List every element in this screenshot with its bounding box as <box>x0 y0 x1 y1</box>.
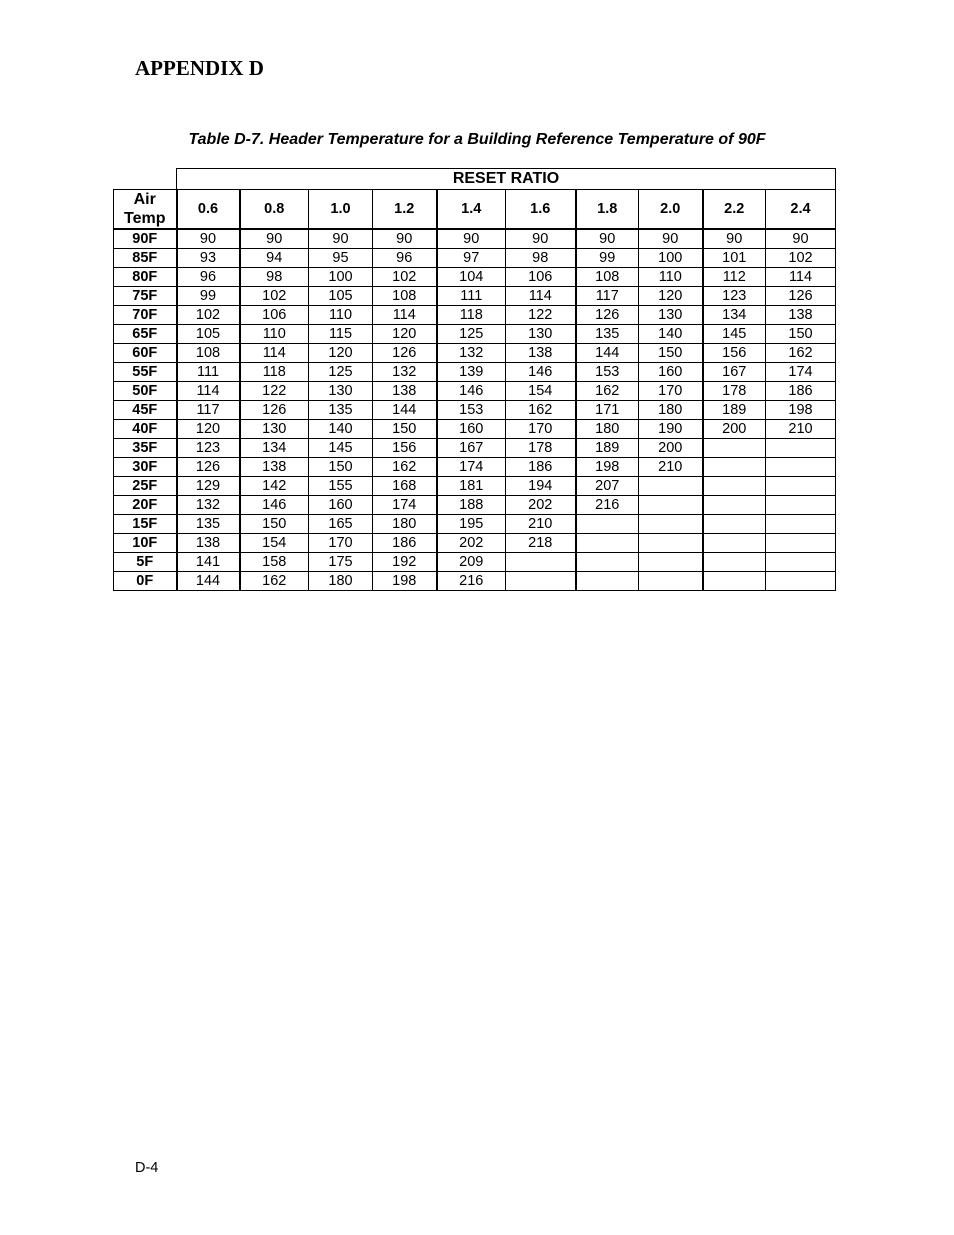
table-cell: 198 <box>576 458 639 477</box>
table-row <box>114 515 836 534</box>
table-cell: 126 <box>766 287 836 306</box>
table-cell: 120 <box>373 325 437 344</box>
table-cell: 95 <box>309 249 373 268</box>
column-header-row <box>114 190 836 230</box>
table-row <box>114 439 836 458</box>
table-cell <box>703 477 766 496</box>
ratio-header-0-6: 0.6 <box>177 190 240 230</box>
table-cell: 123 <box>703 287 766 306</box>
table-row <box>114 268 836 287</box>
table-cell: 108 <box>177 344 240 363</box>
table-cell: 100 <box>639 249 703 268</box>
table-cell: 189 <box>576 439 639 458</box>
table-cell: 180 <box>309 572 373 591</box>
table-cell: 102 <box>766 249 836 268</box>
table-cell: 114 <box>506 287 576 306</box>
table-cell: 153 <box>576 363 639 382</box>
table-cell <box>576 553 639 572</box>
table-cell <box>703 572 766 591</box>
table-cell <box>766 534 836 553</box>
table-row <box>114 534 836 553</box>
table-cell: 156 <box>373 439 437 458</box>
table-cell: 100 <box>309 268 373 287</box>
table-cell <box>766 458 836 477</box>
table-cell: 138 <box>766 306 836 325</box>
table-cell: 96 <box>177 268 240 287</box>
table-cell: 90 <box>309 229 373 249</box>
table-cell <box>639 534 703 553</box>
table-cell: 138 <box>506 344 576 363</box>
table-cell: 144 <box>177 572 240 591</box>
table-cell: 162 <box>373 458 437 477</box>
ratio-header-0-8: 0.8 <box>240 190 309 230</box>
ratio-header-1-2: 1.2 <box>373 190 437 230</box>
ratio-header-1-0: 1.0 <box>309 190 373 230</box>
table-cell: 108 <box>373 287 437 306</box>
table-cell: 138 <box>240 458 309 477</box>
table-cell: 101 <box>703 249 766 268</box>
ratio-header-2-0: 2.0 <box>639 190 703 230</box>
table-cell: 90 <box>240 229 309 249</box>
table-cell: 132 <box>373 363 437 382</box>
table-cell: 174 <box>766 363 836 382</box>
table-row <box>114 306 836 325</box>
table-cell: 106 <box>240 306 309 325</box>
table-cell: 202 <box>437 534 506 553</box>
table-cell <box>703 458 766 477</box>
table-cell <box>576 534 639 553</box>
table-row <box>114 344 836 363</box>
table-cell <box>506 553 576 572</box>
table-cell: 126 <box>373 344 437 363</box>
table-cell: 140 <box>309 420 373 439</box>
table-cell: 167 <box>703 363 766 382</box>
table-cell: 142 <box>240 477 309 496</box>
table-caption: Table D-7. Header Temperature for a Building Reference Temperature of 90F <box>188 131 766 148</box>
table-cell: 99 <box>576 249 639 268</box>
table-cell: 186 <box>506 458 576 477</box>
table-cell: 120 <box>639 287 703 306</box>
table-cell <box>639 496 703 515</box>
row-label: 5F <box>114 553 177 572</box>
table-cell <box>639 515 703 534</box>
table-cell: 102 <box>373 268 437 287</box>
table-cell: 135 <box>576 325 639 344</box>
table-cell: 90 <box>437 229 506 249</box>
table-cell: 99 <box>177 287 240 306</box>
table-cell <box>766 477 836 496</box>
table-cell: 134 <box>240 439 309 458</box>
table-cell: 114 <box>177 382 240 401</box>
table-row <box>114 496 836 515</box>
row-label: 20F <box>114 496 177 515</box>
table-cell: 144 <box>576 344 639 363</box>
table-cell: 141 <box>177 553 240 572</box>
table-cell: 180 <box>373 515 437 534</box>
row-label: 75F <box>114 287 177 306</box>
table-cell: 132 <box>177 496 240 515</box>
table-cell: 104 <box>437 268 506 287</box>
table-cell: 150 <box>766 325 836 344</box>
table-cell: 93 <box>177 249 240 268</box>
row-label: 40F <box>114 420 177 439</box>
table-cell: 132 <box>437 344 506 363</box>
page-number: D-4 <box>135 1160 159 1176</box>
row-label: 65F <box>114 325 177 344</box>
ratio-header-1-4: 1.4 <box>437 190 506 230</box>
table-cell <box>703 496 766 515</box>
table-cell: 150 <box>309 458 373 477</box>
table-cell: 170 <box>309 534 373 553</box>
table-cell: 94 <box>240 249 309 268</box>
row-label: 70F <box>114 306 177 325</box>
table-row <box>114 420 836 439</box>
table-cell: 114 <box>766 268 836 287</box>
row-label: 60F <box>114 344 177 363</box>
table-cell: 153 <box>437 401 506 420</box>
table-cell: 125 <box>437 325 506 344</box>
table-row <box>114 572 836 591</box>
table-cell: 178 <box>703 382 766 401</box>
table-cell: 154 <box>506 382 576 401</box>
table-cell: 202 <box>506 496 576 515</box>
table-cell: 130 <box>309 382 373 401</box>
table-cell: 146 <box>437 382 506 401</box>
table-row <box>114 477 836 496</box>
table-cell: 118 <box>240 363 309 382</box>
table-cell: 122 <box>506 306 576 325</box>
table-body <box>114 229 836 591</box>
table-cell: 156 <box>703 344 766 363</box>
row-label: 50F <box>114 382 177 401</box>
table-cell: 162 <box>240 572 309 591</box>
table-cell: 210 <box>766 420 836 439</box>
ratio-header-2-4: 2.4 <box>766 190 836 230</box>
table-cell: 175 <box>309 553 373 572</box>
table-cell: 190 <box>639 420 703 439</box>
reset-ratio-header: RESET RATIO <box>177 169 836 190</box>
table-cell: 180 <box>639 401 703 420</box>
table-cell: 114 <box>240 344 309 363</box>
table-cell: 170 <box>506 420 576 439</box>
table-cell: 216 <box>437 572 506 591</box>
table-cell <box>639 572 703 591</box>
table-cell: 188 <box>437 496 506 515</box>
table-cell: 98 <box>506 249 576 268</box>
header-temperature-table <box>113 168 836 591</box>
row-label: 15F <box>114 515 177 534</box>
table-cell <box>506 572 576 591</box>
table-cell: 123 <box>177 439 240 458</box>
table-cell: 122 <box>240 382 309 401</box>
table-cell: 162 <box>766 344 836 363</box>
table-cell: 117 <box>576 287 639 306</box>
row-label: 25F <box>114 477 177 496</box>
air-temp-header: Air Temp <box>114 190 177 230</box>
table-cell: 102 <box>240 287 309 306</box>
table-cell: 146 <box>506 363 576 382</box>
table-cell: 160 <box>437 420 506 439</box>
row-label: 55F <box>114 363 177 382</box>
table-cell: 198 <box>373 572 437 591</box>
table-cell: 90 <box>576 229 639 249</box>
table-cell: 129 <box>177 477 240 496</box>
table-cell: 171 <box>576 401 639 420</box>
table-cell: 110 <box>309 306 373 325</box>
ratio-header-1-8: 1.8 <box>576 190 639 230</box>
table-cell: 200 <box>639 439 703 458</box>
table-cell: 162 <box>576 382 639 401</box>
table-cell: 120 <box>177 420 240 439</box>
table-cell: 207 <box>576 477 639 496</box>
row-label: 90F <box>114 229 177 249</box>
group-header-row <box>114 169 836 190</box>
table-cell: 218 <box>506 534 576 553</box>
table-cell: 90 <box>373 229 437 249</box>
table-cell: 138 <box>373 382 437 401</box>
table-cell <box>639 553 703 572</box>
table-cell: 165 <box>309 515 373 534</box>
table-cell: 90 <box>703 229 766 249</box>
table-cell: 126 <box>576 306 639 325</box>
table-cell: 160 <box>639 363 703 382</box>
table-row <box>114 249 836 268</box>
table-cell: 194 <box>506 477 576 496</box>
table-cell <box>703 534 766 553</box>
table-cell: 158 <box>240 553 309 572</box>
row-label: 80F <box>114 268 177 287</box>
table-cell: 198 <box>766 401 836 420</box>
table-cell: 170 <box>639 382 703 401</box>
table-cell: 195 <box>437 515 506 534</box>
table-row <box>114 553 836 572</box>
table-cell: 146 <box>240 496 309 515</box>
table-cell: 174 <box>373 496 437 515</box>
table-cell: 118 <box>437 306 506 325</box>
row-label: 45F <box>114 401 177 420</box>
table-cell <box>576 515 639 534</box>
table-cell: 111 <box>437 287 506 306</box>
table-cell <box>576 572 639 591</box>
table-cell: 186 <box>766 382 836 401</box>
table-cell: 111 <box>177 363 240 382</box>
table-cell: 210 <box>506 515 576 534</box>
table-cell <box>703 439 766 458</box>
table-cell: 189 <box>703 401 766 420</box>
table-cell: 209 <box>437 553 506 572</box>
table-cell: 144 <box>373 401 437 420</box>
table-cell: 135 <box>177 515 240 534</box>
table-cell: 155 <box>309 477 373 496</box>
table-cell <box>766 572 836 591</box>
table-cell: 97 <box>437 249 506 268</box>
row-label: 35F <box>114 439 177 458</box>
table-cell <box>639 477 703 496</box>
table-cell: 134 <box>703 306 766 325</box>
table-cell: 174 <box>437 458 506 477</box>
table-cell: 186 <box>373 534 437 553</box>
table-cell: 120 <box>309 344 373 363</box>
table-cell: 115 <box>309 325 373 344</box>
table-cell <box>766 496 836 515</box>
table-cell: 108 <box>576 268 639 287</box>
table-row <box>114 382 836 401</box>
table-cell: 130 <box>639 306 703 325</box>
ratio-header-1-6: 1.6 <box>506 190 576 230</box>
table-cell: 178 <box>506 439 576 458</box>
appendix-heading: APPENDIX D <box>135 56 264 80</box>
table-cell: 167 <box>437 439 506 458</box>
table-cell: 126 <box>177 458 240 477</box>
table-cell <box>703 515 766 534</box>
table-cell: 110 <box>639 268 703 287</box>
table-cell: 192 <box>373 553 437 572</box>
row-label: 30F <box>114 458 177 477</box>
table-cell: 130 <box>240 420 309 439</box>
table-cell: 181 <box>437 477 506 496</box>
table-cell: 106 <box>506 268 576 287</box>
table-cell: 150 <box>373 420 437 439</box>
table-cell: 135 <box>309 401 373 420</box>
table-cell <box>703 553 766 572</box>
table-cell: 114 <box>373 306 437 325</box>
table-row <box>114 401 836 420</box>
table-cell: 139 <box>437 363 506 382</box>
table-cell: 180 <box>576 420 639 439</box>
table-row <box>114 458 836 477</box>
table-cell: 168 <box>373 477 437 496</box>
table-cell: 90 <box>177 229 240 249</box>
table-cell: 126 <box>240 401 309 420</box>
table-cell: 102 <box>177 306 240 325</box>
table-cell <box>766 439 836 458</box>
row-label: 85F <box>114 249 177 268</box>
table-cell: 90 <box>639 229 703 249</box>
table-row <box>114 325 836 344</box>
table-row <box>114 363 836 382</box>
table-cell <box>766 553 836 572</box>
table-cell: 150 <box>639 344 703 363</box>
table-cell: 112 <box>703 268 766 287</box>
table-cell: 145 <box>309 439 373 458</box>
table-cell: 96 <box>373 249 437 268</box>
row-label: 0F <box>114 572 177 591</box>
table-cell: 138 <box>177 534 240 553</box>
table-cell: 110 <box>240 325 309 344</box>
table-cell: 145 <box>703 325 766 344</box>
row-label: 10F <box>114 534 177 553</box>
table-cell: 162 <box>506 401 576 420</box>
table-cell <box>766 515 836 534</box>
table-cell: 125 <box>309 363 373 382</box>
table-cell: 154 <box>240 534 309 553</box>
table-cell: 216 <box>576 496 639 515</box>
table-cell: 140 <box>639 325 703 344</box>
table-cell: 210 <box>639 458 703 477</box>
corner-blank-cell <box>114 169 177 190</box>
ratio-header-2-2: 2.2 <box>703 190 766 230</box>
table-cell: 130 <box>506 325 576 344</box>
table-cell: 105 <box>309 287 373 306</box>
table-cell: 105 <box>177 325 240 344</box>
table-row <box>114 287 836 306</box>
table-row <box>114 229 836 249</box>
table-cell: 90 <box>766 229 836 249</box>
table-cell: 117 <box>177 401 240 420</box>
table-cell: 98 <box>240 268 309 287</box>
table-cell: 90 <box>506 229 576 249</box>
table-cell: 150 <box>240 515 309 534</box>
table-cell: 200 <box>703 420 766 439</box>
table-cell: 160 <box>309 496 373 515</box>
